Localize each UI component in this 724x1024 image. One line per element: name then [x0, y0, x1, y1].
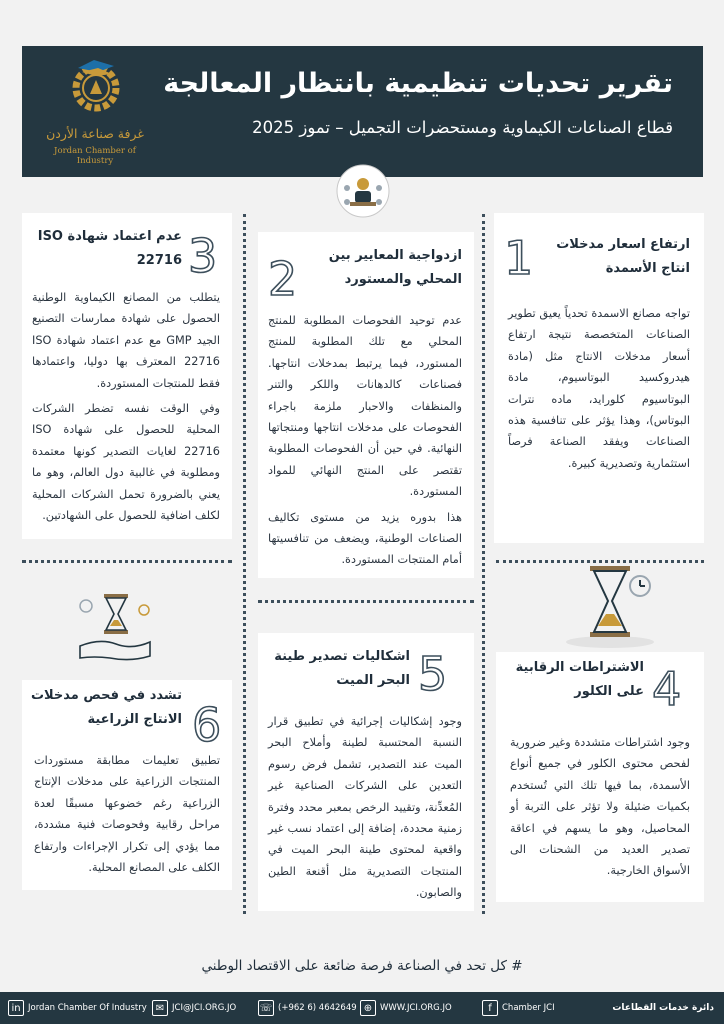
card-body: [510, 732, 690, 882]
card-number: 1: [504, 231, 534, 285]
team-meeting-icon: [334, 162, 392, 220]
divider-horizontal-left: [22, 560, 232, 563]
logo-english-name: Jordan Chamber of Industry: [54, 146, 136, 166]
card-title: ازدواجية المعايير بين المحلي والمستورد: [328, 248, 462, 287]
challenge-card-6: [22, 680, 232, 890]
card-number: 2: [268, 252, 298, 306]
card-body: [268, 711, 462, 904]
linkedin-icon: in: [8, 1000, 24, 1016]
page-subtitle: قطاع الصناعات الكيماوية ومستحضرات التجميل – تموز 2025: [252, 118, 673, 137]
footer-bar: [0, 992, 724, 1024]
footer-website[interactable]: [360, 992, 452, 1024]
card-body: [34, 750, 220, 878]
card-paragraph: وجود اشتراطات متشددة وغير ضرورية لفحص محتوى الكلور في جميع أنواع الأسمدة، بما فيها تلك التي تُستخدم بكميات ضئيلة ولا تؤثر على التربة أو المحاصيل، وهو ما يسهم في اعاقة تصدير العديد من الشحنات الى الأسواق الخارجية.: [510, 736, 690, 878]
phone-label: (+962 6) 4642649: [278, 1003, 357, 1013]
hashtag-slogan: # كل تحد في الصناعة فرصة ضائعة على الاقتصاد الوطني: [201, 958, 523, 974]
card-title: تشدد في فحص مدخلات الانتاج الزراعية: [30, 688, 182, 727]
card-paragraph: عدم توحيد الفحوصات المطلوبة للمنتج المحلي مع تلك المطلوبة للمنتج المستورد، فيما يرتبط بمدخلات انتاجها. فصناعات كالدهانات واللكر والتنر والمنظفات والاحبار ملزمة باجراء الفحوصات على مدخلات انتاجها ومنتجاتها النهائية. في حين أن الفحوصات المطلوبة تقتصر على المنتج النهائي للمواد المستوردة.: [268, 314, 462, 499]
logo-arabic-name: غرفة صناعة الأردن: [46, 126, 144, 141]
globe-icon: ⊕: [360, 1000, 376, 1016]
hourglass-icon: [560, 556, 660, 652]
footer-department: [612, 992, 714, 1024]
divider-vertical-left: [243, 214, 246, 914]
phone-icon: ☏: [258, 1000, 274, 1016]
email-label: JCI@JCI.ORG.JO: [172, 1003, 237, 1013]
header-banner: [22, 46, 703, 177]
card-number: 3: [188, 229, 218, 283]
card-paragraph: تواجه مصانع الاسمدة تحدياً يعيق تطوير الصناعات المتخصصة نتيجة ارتفاع أسعار مدخلات الانتاج مثل (مادة هيدروكسيد البوتاسيوم، مادة البوتاسيوم كلورايد، ماده نترات البوتاس)، وهذا يؤثر على تنافسية هذه الصناعات ويفقد الصناعة فرصاً استثمارية وتصديرية كبيرة.: [508, 307, 690, 470]
jci-logo: [40, 56, 150, 168]
website-label: WWW.JCI.ORG.JO: [380, 1003, 452, 1013]
card-paragraph: تطبيق تعليمات مطابقة مستوردات المنتجات الزراعية على مدخلات الإنتاج الزراعية رغم خضوعها مسبقًا لعدة مراحل رقابية وفحوصات فنية مشددة، مما يؤدي إلى تكرار الإجراءات وارتفاع الكلف على المصانع المحلية.: [34, 754, 220, 875]
email-icon: ✉: [152, 1000, 168, 1016]
challenge-card-1: [494, 213, 704, 543]
card-body: [508, 303, 690, 474]
facebook-label: Chamber JCI: [502, 1003, 555, 1013]
card-number: 6: [192, 698, 222, 752]
card-title: ارتفاع اسعار مدخلات انتاج الأسمدة: [556, 237, 690, 276]
card-number: 4: [652, 662, 682, 716]
divider-vertical-right: [482, 214, 485, 914]
gear-logo-icon: [68, 56, 124, 122]
challenge-card-4: [496, 652, 704, 902]
footer-phone[interactable]: [258, 992, 357, 1024]
divider-horizontal-center: [258, 600, 474, 603]
card-title: اشكاليات تصدير طينة البحر الميت: [274, 649, 410, 688]
card-body: [32, 287, 220, 526]
challenge-card-5: [258, 633, 474, 911]
challenge-card-2: [258, 232, 474, 578]
linkedin-label: Jordan Chamber Of Industry: [28, 1003, 147, 1013]
card-number: 5: [418, 647, 448, 701]
department-label: دائرة خدمات القطاعات: [612, 1003, 714, 1013]
hand-hourglass-icon: [70, 586, 160, 666]
card-paragraph: وفي الوقت نفسه تضطر الشركات المحلية للحصول على شهادة ISO 22716 لغايات التصدير كونها معتمدة ومطلوبة في غالبية دول العالم، وهو ما يعني بالضرورة تحمل الشركات المحلية لكلف اضافية للحصول على الشهادتين.: [32, 402, 220, 523]
footer-linkedin[interactable]: [8, 992, 147, 1024]
card-title: عدم اعتماد شهادة ISO 22716: [37, 229, 182, 268]
card-paragraph: هذا بدوره يزيد من مستوى تكاليف الصناعات الوطنية، ويضعف من تنافسيتها أمام المنتجات المستوردة.: [268, 510, 462, 567]
card-body: [268, 310, 462, 571]
page-title: تقرير تحديات تنظيمية بانتظار المعالجة: [163, 68, 673, 99]
card-paragraph: وجود إشكاليات إجرائية في تطبيق قرار النسبة المحتسبة لطينة وأملاح البحر الميت عند التصدير، تشمل فرض رسوم التعدين على الشركات الصناعية غير المُعدِّنة، وتقييد الرخص بمعبر محدد وفترة زمنية محددة، إضافة إلى اعتماد نسب غير واقعية لمحتوى طينة البحر الميت في المنتجات التصديرية مثل أقنعة الطين والصابون.: [268, 715, 462, 900]
footer-email[interactable]: [152, 992, 236, 1024]
footer-facebook[interactable]: [482, 992, 555, 1024]
facebook-icon: f: [482, 1000, 498, 1016]
challenge-card-3: [22, 213, 232, 539]
card-title: الاشتراطات الرقابية على الكلور: [515, 660, 644, 699]
card-paragraph: يتطلب من المصانع الكيماوية الوطنية الحصول على شهادة ممارسات التصنيع الجيد GMP مع عدم اعتماد شهادة ISO 22716 المعترف بها دوليا، واعتمادها فقط للمنتجات المستوردة.: [32, 291, 220, 390]
